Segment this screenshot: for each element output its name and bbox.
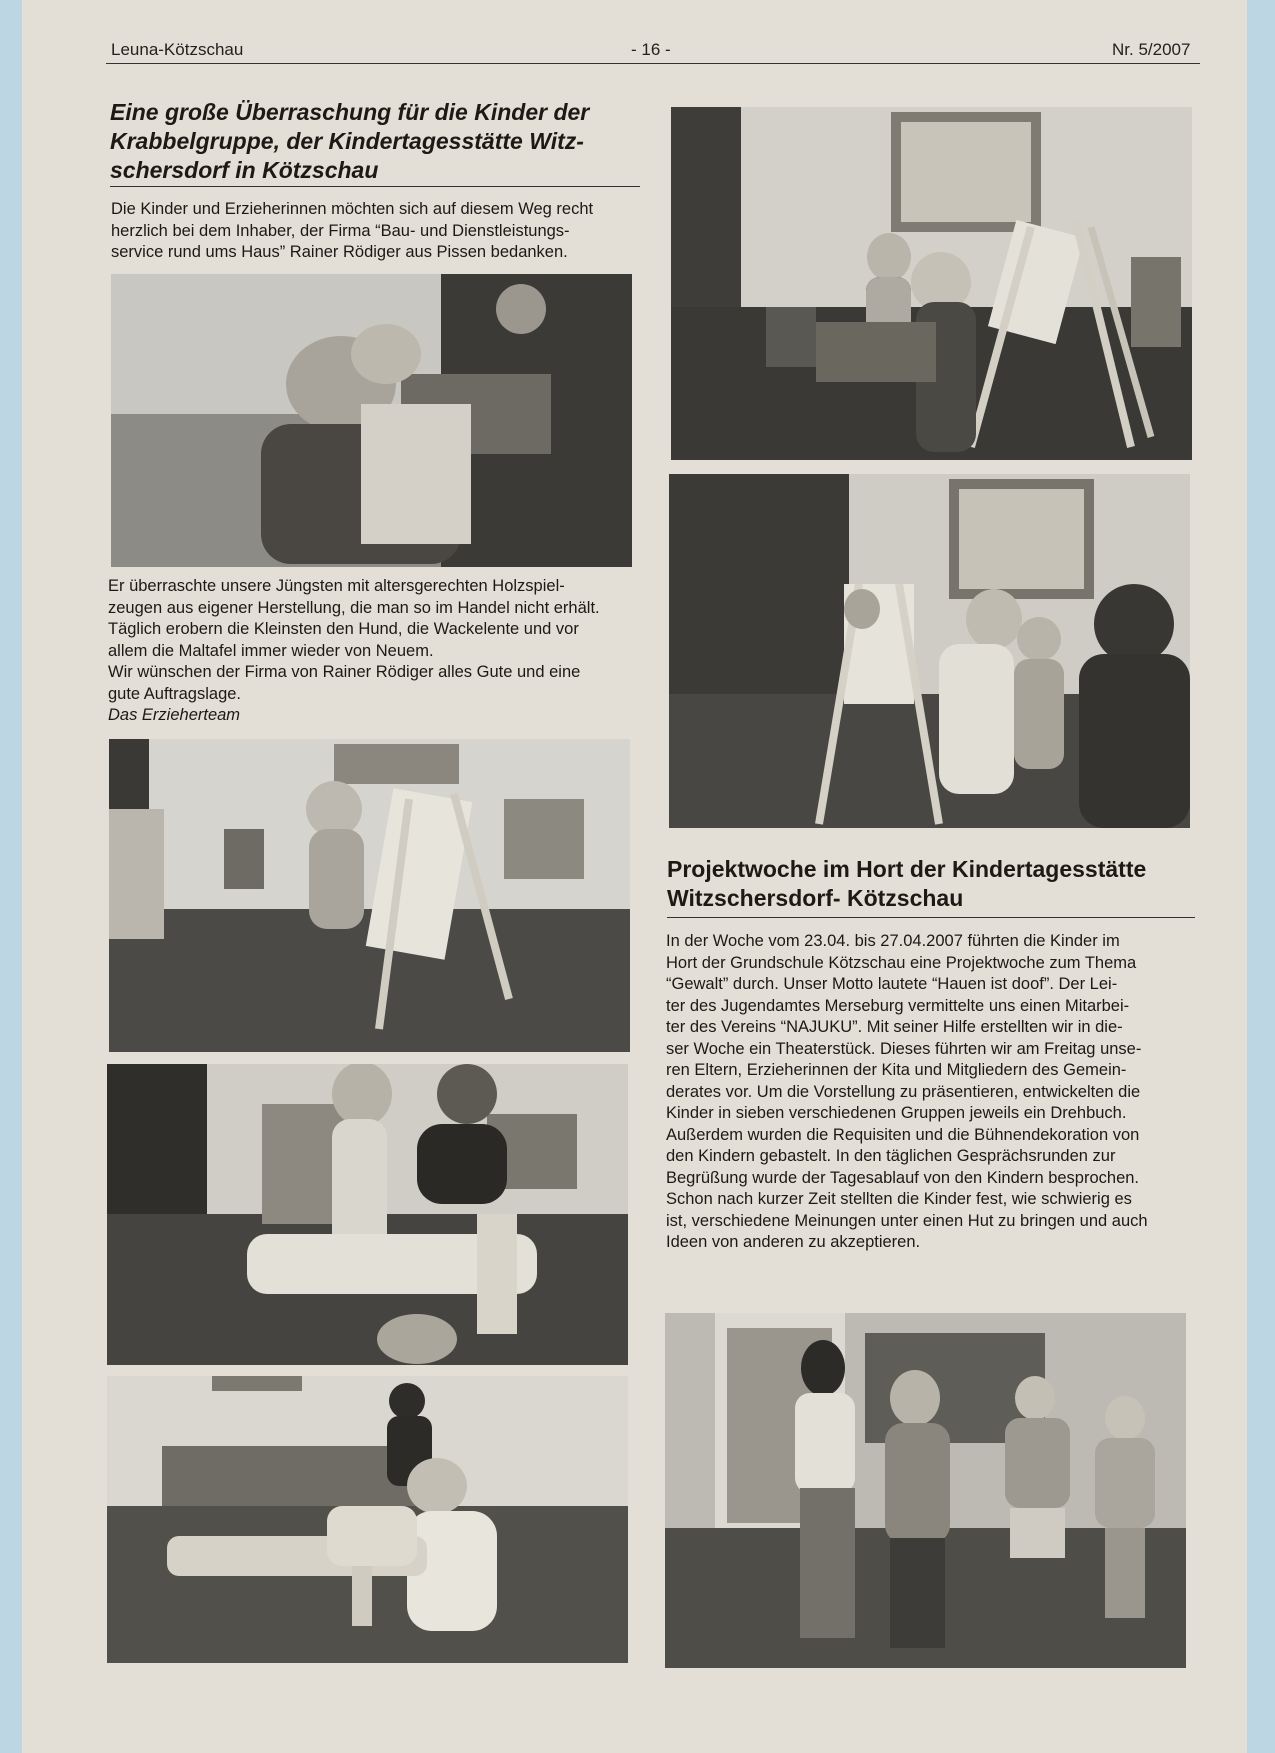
text-line: Außerdem wurden die Requisiten und die Bühnendekoration von bbox=[666, 1125, 1140, 1144]
text-line: ser Woche ein Theaterstück. Dieses führten wir am Freitag unse- bbox=[666, 1039, 1142, 1058]
text-line: Hort der Grundschule Kötzschau eine Projektwoche zum Thema bbox=[666, 953, 1137, 972]
text-line: herzlich bei dem Inhaber, der Firma “Bau- und Dienstleistungs- bbox=[111, 221, 570, 240]
text-line: Er überraschte unsere Jüngsten mit altersgerechten Holzspiel- bbox=[108, 577, 565, 595]
text-line: ist, verschiedene Meinungen unter einen Hut zu bringen und auch bbox=[666, 1211, 1148, 1230]
text-line: Wir wünschen der Firma von Rainer Rödiger alles Gute und eine bbox=[108, 663, 581, 681]
article1-body bbox=[108, 576, 644, 727]
text-line: Ideen von anderen zu akzeptieren. bbox=[666, 1233, 921, 1251]
article2-body bbox=[666, 931, 1196, 1254]
text-line: derates vor. Um die Vorstellung zu präsentieren, entwickelten die bbox=[666, 1082, 1141, 1101]
text-line: Die Kinder und Erzieherinnen möchten sich auf diesem Weg recht bbox=[111, 200, 594, 218]
page-number: - 16 - bbox=[631, 40, 671, 59]
article1-title-line: Krabbelgruppe, der Kindertagesstätte Witz- bbox=[110, 128, 584, 154]
article1-title-rule bbox=[110, 186, 640, 187]
photo-child-wooden-horse bbox=[107, 1376, 628, 1663]
text-line: zeugen aus eigener Herstellung, die man so im Handel nicht erhält. bbox=[108, 598, 600, 617]
photo-children-painting bbox=[669, 474, 1190, 828]
text-line: gute Auftragslage. bbox=[108, 684, 242, 703]
article1-title-line: schersdorf in Kötzschau bbox=[110, 157, 379, 183]
header-issue: Nr. 5/2007 bbox=[1112, 40, 1191, 59]
text-line: Schon nach kurzer Zeit stellten die Kinder fest, wie schwierig es bbox=[666, 1190, 1132, 1208]
header-left: Leuna-Kötzschau bbox=[111, 40, 244, 59]
photo-two-children-easel bbox=[671, 107, 1192, 460]
text-line: den Kindern gebastelt. In den täglichen Gesprächsrunden zur bbox=[666, 1147, 1116, 1165]
header-rule bbox=[106, 63, 1200, 64]
photo-group-outdoors bbox=[665, 1313, 1186, 1668]
text-line: Täglich erobern die Kleinsten den Hund, die Wackelente und vor bbox=[108, 620, 579, 638]
text-line: ren Eltern, Erzieherinnen der Kita und Mitgliedern des Gemein- bbox=[666, 1061, 1127, 1079]
photo-children-playing bbox=[111, 274, 632, 567]
article1-title bbox=[110, 98, 650, 185]
text-line: Begrüßung wurde der Tagesablauf von den Kindern besprochen. bbox=[666, 1168, 1140, 1187]
text-line: service rund ums Haus” Rainer Rödiger aus Pissen bedanken. bbox=[111, 243, 568, 261]
article1-title-line: Eine große Überraschung für die Kinder der bbox=[110, 99, 590, 125]
article1-signature: Das Erzieherteam bbox=[108, 706, 241, 724]
text-line: ter des Vereins “NAJUKU”. Mit seiner Hilfe erstellten wir in die- bbox=[666, 1018, 1123, 1036]
article2-title-line: Projektwoche im Hort der Kindertagesstätte bbox=[667, 856, 1147, 882]
photo-child-at-easel bbox=[109, 739, 630, 1052]
text-line: In der Woche vom 23.04. bis 27.04.2007 führten die Kinder im bbox=[666, 932, 1120, 950]
article2-title-rule bbox=[667, 917, 1195, 918]
article2-title-line: Witzschersdorf- Kötzschau bbox=[667, 885, 964, 911]
text-line: “Gewalt” durch. Unser Motto lautete “Hauen ist doof”. Der Lei- bbox=[666, 975, 1118, 993]
article2-title bbox=[667, 855, 1207, 913]
text-line: Kinder in sieben verschiedenen Gruppen jeweils ein Drehbuch. bbox=[666, 1104, 1127, 1122]
article1-intro bbox=[111, 199, 643, 264]
photo-children-wooden-dog bbox=[107, 1064, 628, 1365]
text-line: ter des Jugendamtes Merseburg vermittelte uns einen Mitarbei- bbox=[666, 996, 1130, 1015]
text-line: allem die Maltafel immer wieder von Neuem. bbox=[108, 641, 434, 660]
